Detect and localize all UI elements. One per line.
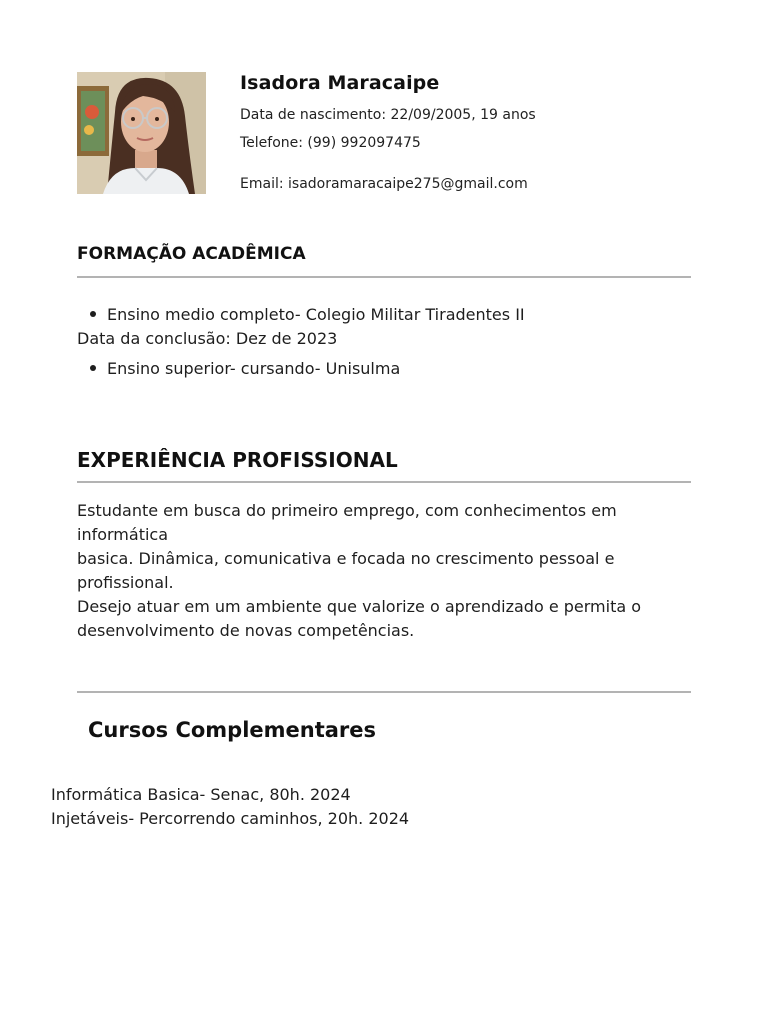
candidate-name: Isadora Maracaipe <box>240 72 440 94</box>
experience-line: Desejo atuar em um ambiente que valorize o aprendizado e permita o <box>77 597 642 616</box>
experience-line: basica. Dinâmica, comunicativa e focada no crescimento pessoal e <box>77 549 615 568</box>
education-heading: FORMAÇÃO ACADÊMICA <box>77 244 306 264</box>
experience-line: informática <box>77 525 169 544</box>
course-item: Informática Basica- Senac, 80h. 2024 <box>51 785 351 804</box>
section-divider <box>77 276 691 278</box>
bullet-icon <box>90 311 96 317</box>
conclusion-date: Data da conclusão: Dez de 2023 <box>77 329 338 348</box>
course-item: Injetáveis- Percorrendo caminhos, 20h. 2024 <box>51 809 410 828</box>
experience-summary <box>77 499 687 643</box>
section-divider <box>77 691 691 693</box>
experience-line: desenvolvimento de novas competências. <box>77 621 415 640</box>
section-divider <box>77 481 691 483</box>
experience-line: profissional. <box>77 573 174 592</box>
birth-date: Data de nascimento: 22/09/2005, 19 anos <box>240 107 536 123</box>
education-item-text: Ensino superior- cursando- Unisulma <box>107 359 401 378</box>
profile-photo-illustration <box>77 72 206 194</box>
profile-photo <box>77 72 206 194</box>
bullet-icon <box>90 365 96 371</box>
experience-heading: EXPERIÊNCIA PROFISSIONAL <box>77 448 398 472</box>
education-item <box>90 303 525 327</box>
email-address: Email: isadoramaracaipe275@gmail.com <box>240 176 528 192</box>
phone-number: Telefone: (99) 992097475 <box>240 135 421 151</box>
experience-line: Estudante em busca do primeiro emprego, com conhecimentos em <box>77 501 617 520</box>
courses-heading: Cursos Complementares <box>88 718 377 742</box>
education-item-text: Ensino medio completo- Colegio Militar Tiradentes II <box>107 305 525 324</box>
education-item <box>90 357 400 381</box>
